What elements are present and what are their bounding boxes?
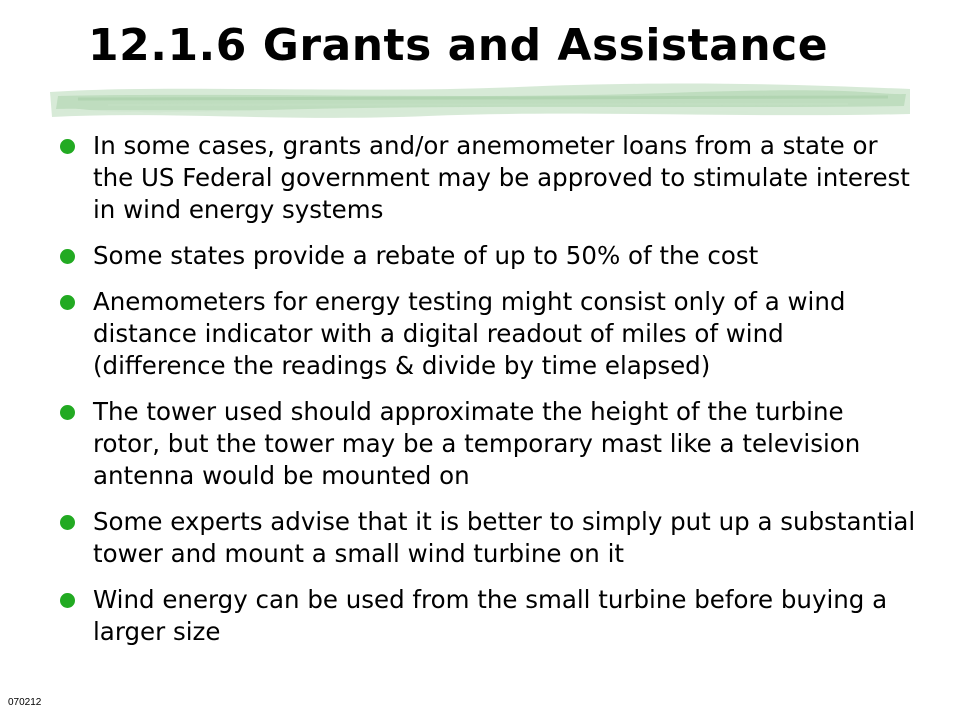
- bullet-text: Some experts advise that it is better to simply put up a substantial tower and mount a small wind turbine on it: [93, 507, 916, 568]
- bullet-dot-icon: [60, 139, 75, 154]
- list-item: [58, 286, 918, 382]
- title-underline-brushstroke: [48, 80, 912, 122]
- bullet-text: Anemometers for energy testing might consist only of a wind distance indicator with a digital readout of miles of wind (difference the readings & divide by time elapsed): [93, 287, 846, 380]
- bullet-dot-icon: [60, 593, 75, 608]
- list-item: [58, 506, 918, 570]
- bullet-dot-icon: [60, 405, 75, 420]
- bullet-text: The tower used should approximate the height of the turbine rotor, but the tower may be a temporary mast like a television antenna would be mounted on: [93, 397, 861, 490]
- bullet-text: In some cases, grants and/or anemometer loans from a state or the US Federal government may be approved to stimulate interest in wind energy systems: [93, 131, 910, 224]
- footer-code: 070212: [8, 697, 42, 708]
- list-item: [58, 240, 918, 272]
- bullet-dot-icon: [60, 249, 75, 264]
- bullet-list: [58, 130, 918, 662]
- bullet-text: Wind energy can be used from the small turbine before buying a larger size: [93, 585, 888, 646]
- slide-title: 12.1.6 Grants and Assistance: [88, 20, 829, 71]
- bullet-dot-icon: [60, 515, 75, 530]
- list-item: [58, 130, 918, 226]
- bullet-text: Some states provide a rebate of up to 50% of the cost: [93, 241, 759, 270]
- list-item: [58, 396, 918, 492]
- bullet-dot-icon: [60, 295, 75, 310]
- list-item: [58, 584, 918, 648]
